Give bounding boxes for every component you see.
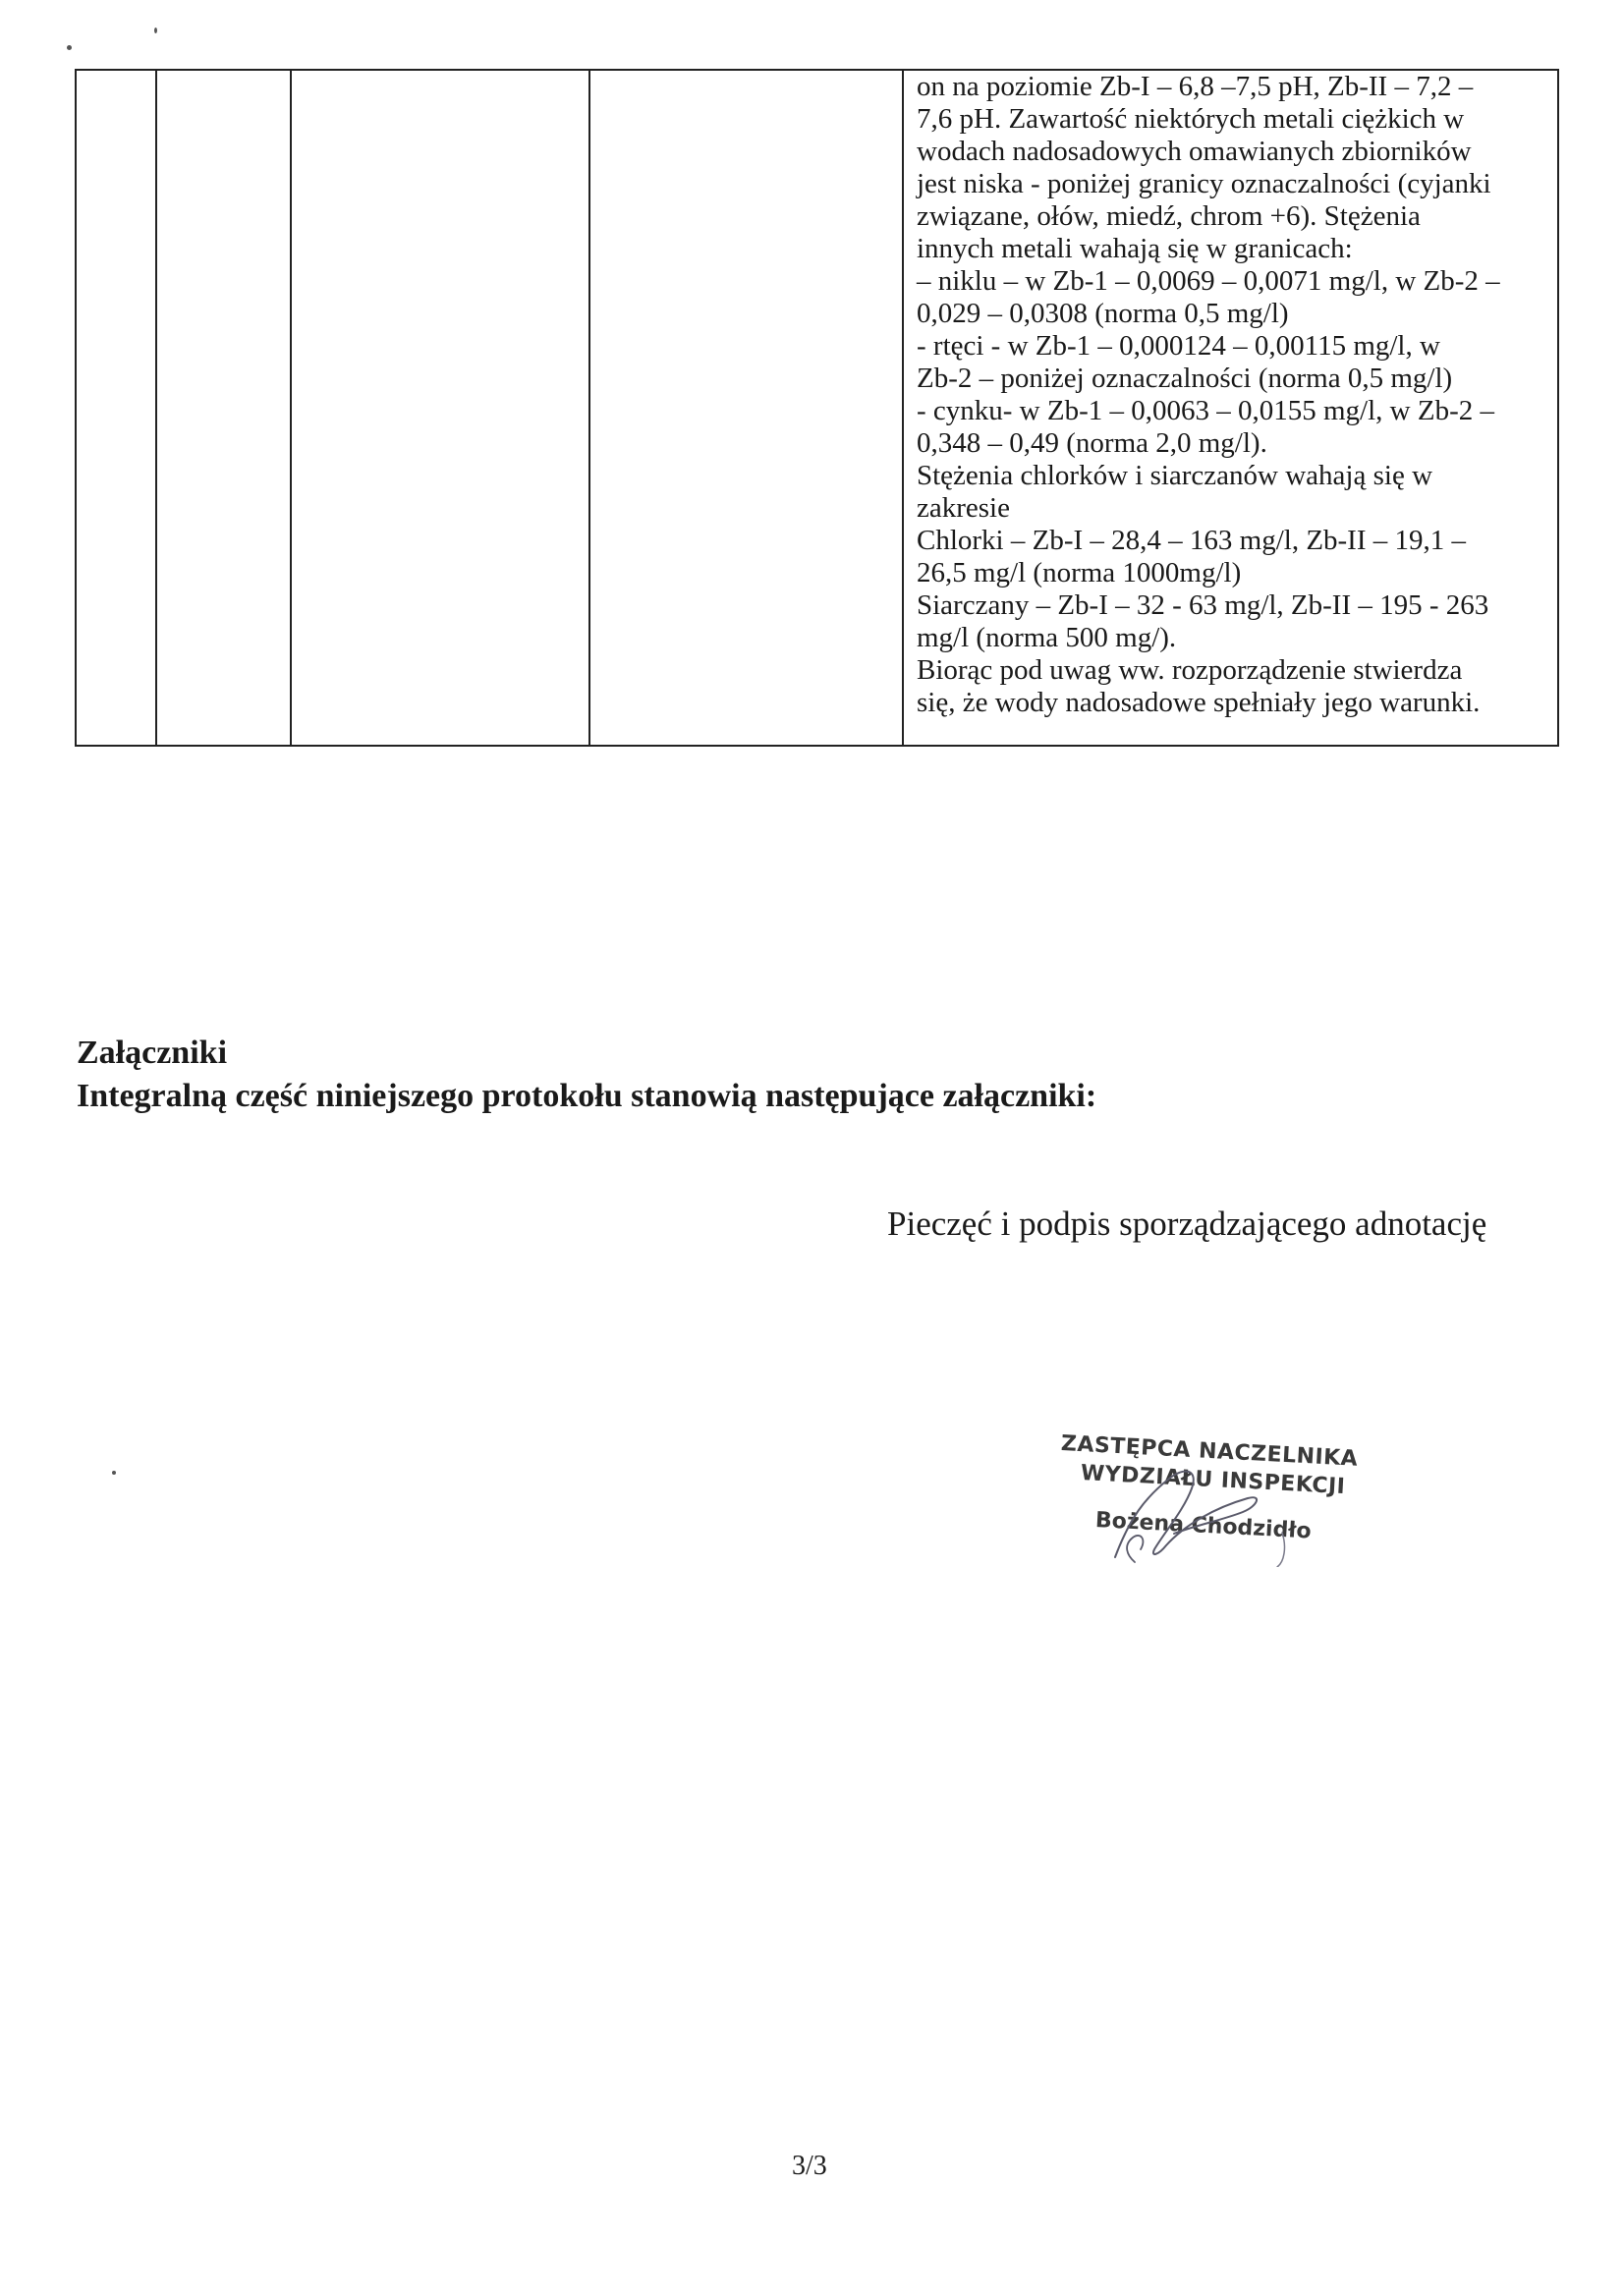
cell-text-line: Biorąc pod uwag ww. rozporządzenie stwierdza [917, 654, 1463, 686]
scan-speck [67, 45, 72, 50]
cell-text-line: zakresie [917, 492, 1010, 524]
cell-text-line: 0,029 – 0,0308 (norma 0,5 mg/l) [917, 298, 1289, 329]
table-column-divider [902, 71, 904, 745]
cell-text-line: jest niska - poniżej granicy oznaczalności (cyjanki [917, 168, 1491, 199]
page-number: 3/3 [792, 2151, 827, 2181]
cell-text-line: się, że wody nadosadowe spełniały jego warunki. [917, 687, 1481, 718]
table-column-divider [588, 71, 590, 745]
stamp-title-line: ZASTĘPCA NACZELNIKA [1060, 1431, 1359, 1472]
cell-text-line: Siarczany – Zb-I – 32 - 63 mg/l, Zb-II – 195 - 263 [917, 589, 1489, 621]
cell-text-line: Zb-2 – poniżej oznaczalności (norma 0,5 mg/l) [917, 363, 1453, 394]
cell-text-line: wodach nadosadowych omawianych zbiorników [917, 136, 1472, 167]
stamp-department-line: WYDZIAŁU INSPEKCJI [1080, 1461, 1346, 1500]
report-table [75, 69, 1559, 747]
table-cell-findings [917, 71, 1555, 719]
cell-text-line: związane, ołów, miedź, chrom +6). Stężenia [917, 200, 1421, 232]
cell-text-line: 7,6 pH. Zawartość niektórych metali ciężkich w [917, 103, 1465, 135]
scan-speck [154, 28, 157, 33]
scan-speck [112, 1471, 116, 1475]
attachments-subheading: Integralną część niniejszego protokołu stanowią następujące załączniki: [77, 1078, 1097, 1114]
cell-text-line: - cynku- w Zb-1 – 0,0063 – 0,0155 mg/l, w Zb-2 – [917, 395, 1494, 426]
table-column-divider [290, 71, 292, 745]
official-stamp [1056, 1429, 1371, 1577]
stamp-name: Bożena Chodzidło [1094, 1508, 1313, 1544]
cell-text-line: mg/l (norma 500 mg/). [917, 622, 1177, 653]
table-column-divider [155, 71, 157, 745]
cell-text-line: on na poziomie Zb-I – 6,8 –7,5 pH, Zb-II – 7,2 – [917, 71, 1474, 102]
cell-text-line: 26,5 mg/l (norma 1000mg/l) [917, 557, 1242, 588]
cell-text-line: 0,348 – 0,49 (norma 2,0 mg/l). [917, 427, 1267, 459]
handwritten-signature [1076, 1439, 1331, 1567]
cell-text-line: – niklu – w Zb-1 – 0,0069 – 0,0071 mg/l, w Zb-2 – [917, 265, 1500, 297]
signature-caption: Pieczęć i podpis sporządzającego adnotację [887, 1204, 1487, 1243]
cell-text-line: Stężenia chlorków i siarczanów wahają się w [917, 460, 1433, 491]
attachments-heading: Załączniki [77, 1035, 228, 1071]
cell-text-line: Chlorki – Zb-I – 28,4 – 163 mg/l, Zb-II – 19,1 – [917, 525, 1467, 556]
cell-text-line: innych metali wahają się w granicach: [917, 233, 1353, 264]
cell-text-line: - rtęci - w Zb-1 – 0,000124 – 0,00115 mg/l, w [917, 330, 1440, 362]
